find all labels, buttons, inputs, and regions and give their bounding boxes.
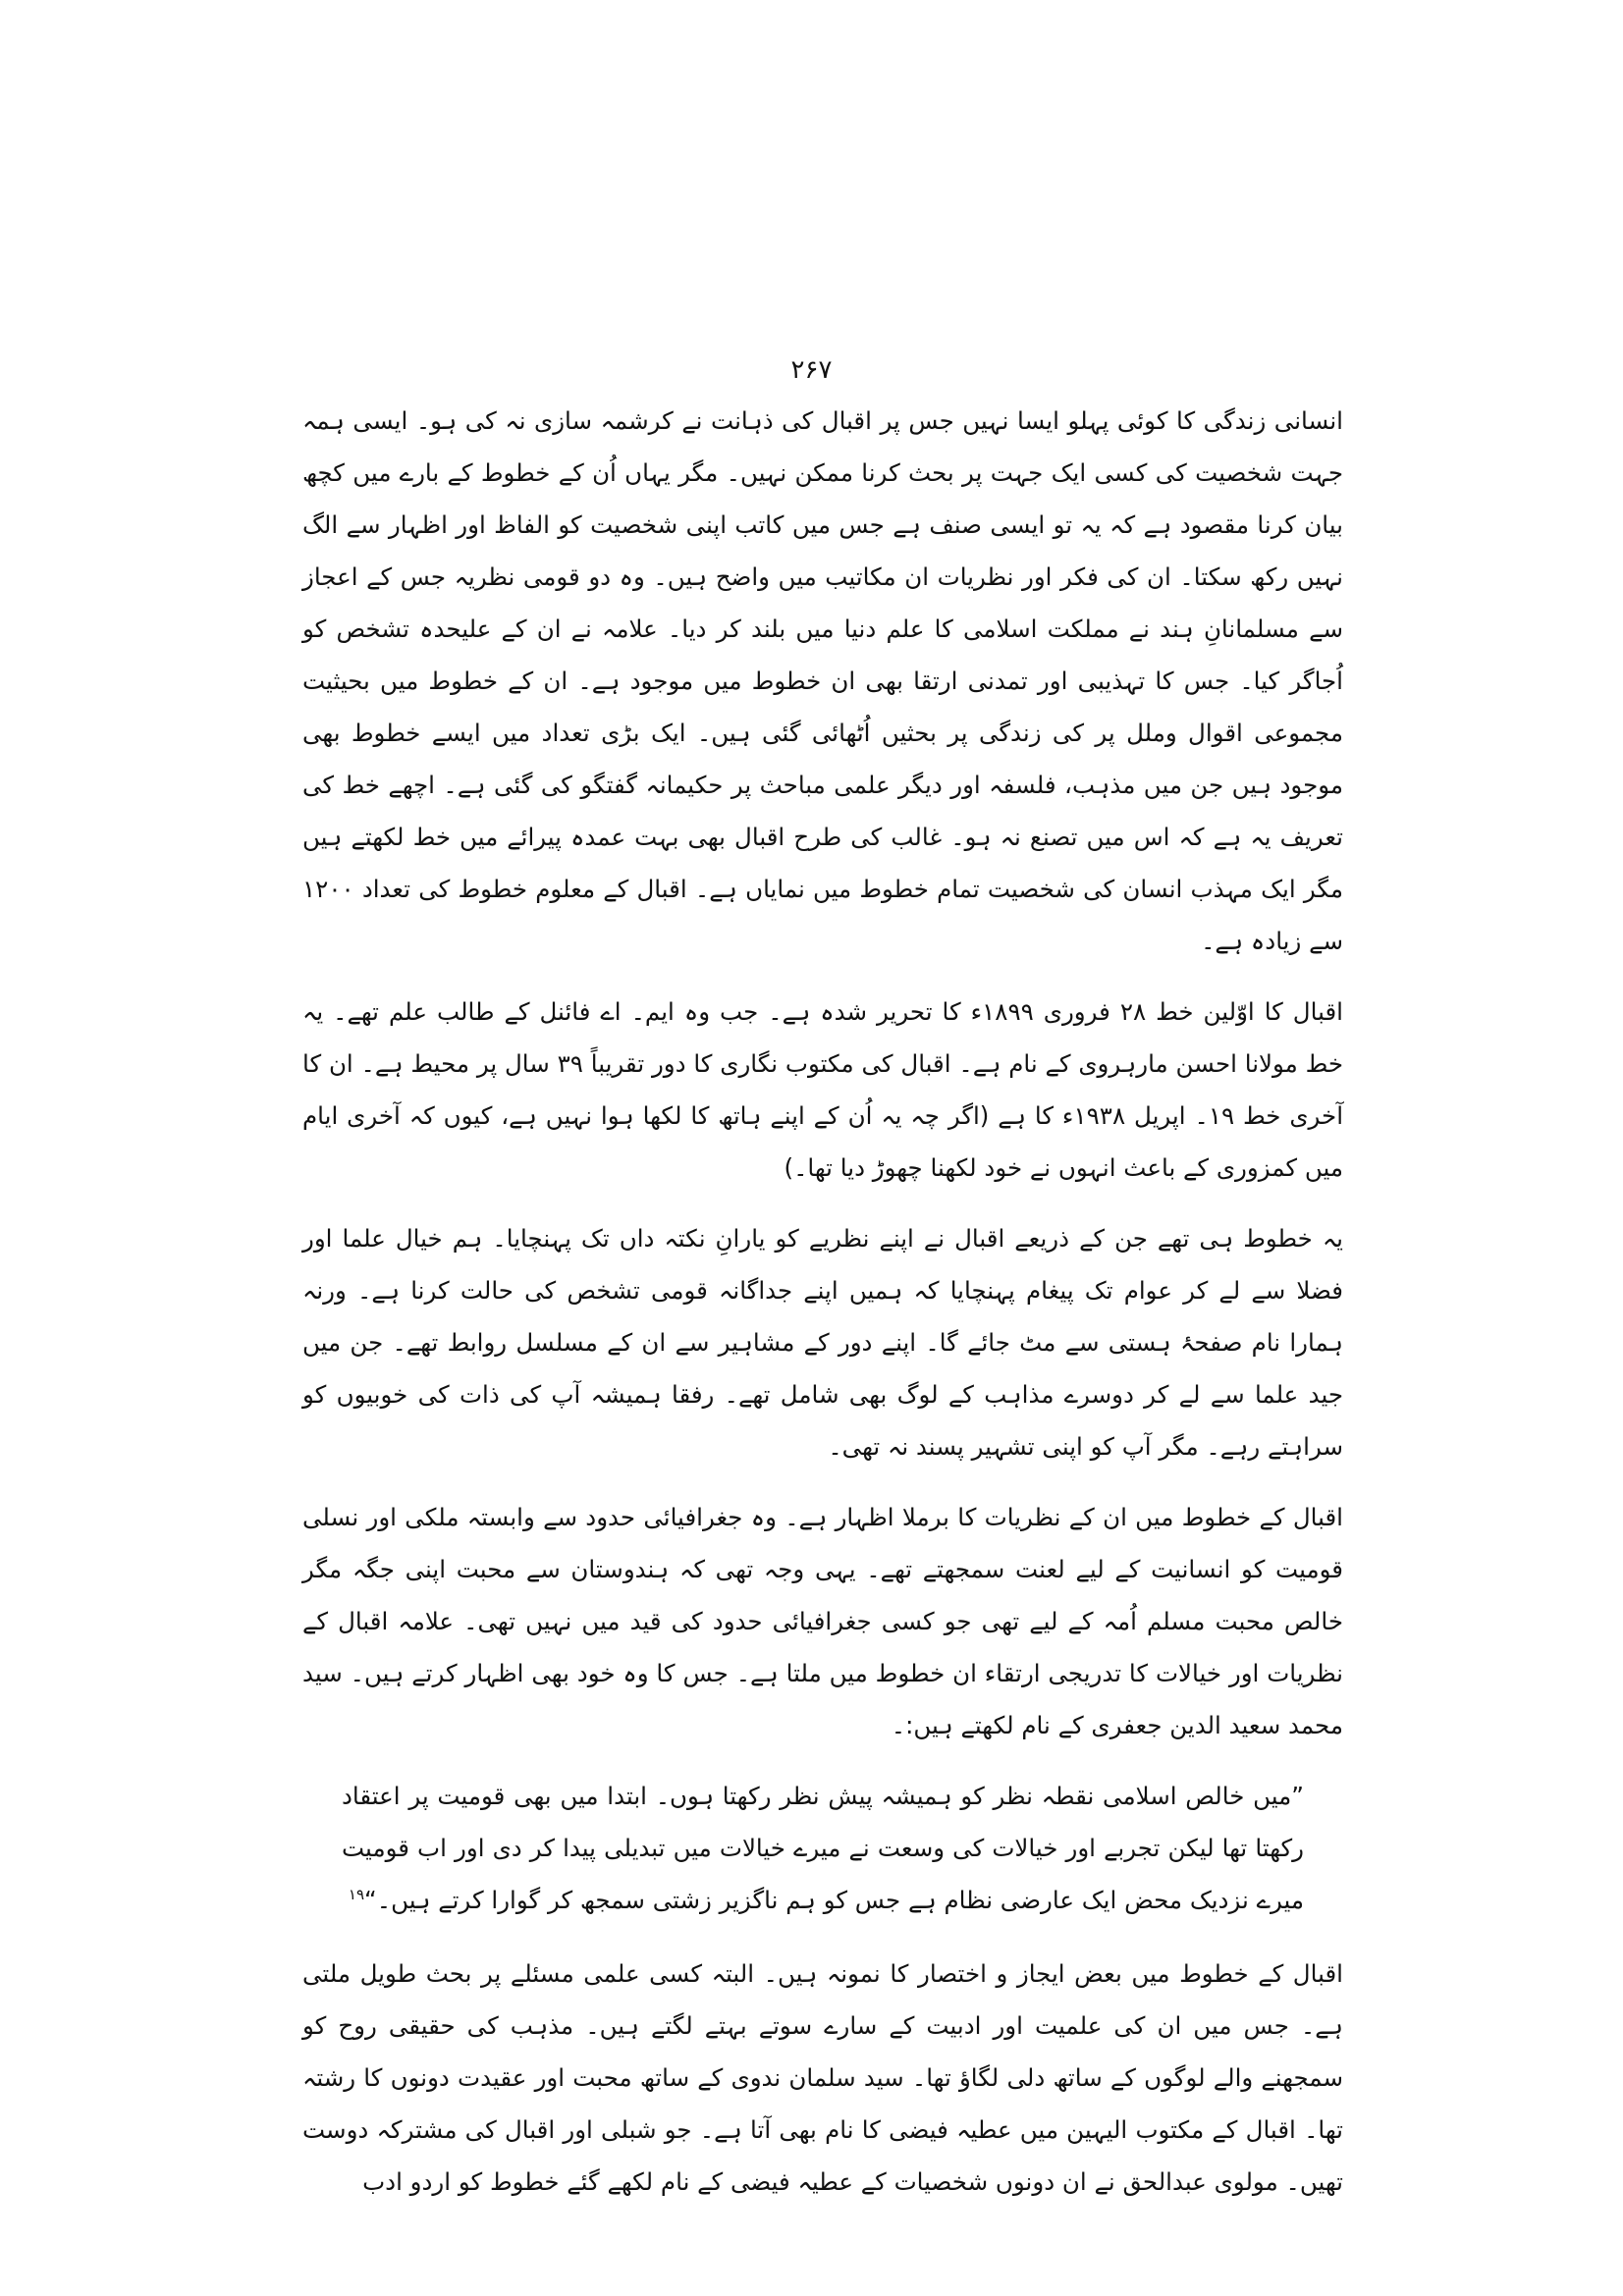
paragraph-4: اقبال کے خطوط میں ان کے نظریات کا برملا اظہار ہے۔ وہ جغرافیائی حدود سے وابستہ ملکی اور نسلی قومیت کو انسانیت کے لیے لعنت سمجھتے تھے۔ یہی وجہ تھی کہ ہندوستان سے محبت اپنی جگہ مگر خالص محبت مسلم اُمہ کے لیے تھی جو کسی جغرافیائی حدود کی قید میں نہیں تھی۔ علامہ اقبال کے نظریات اور خیالات کا تدریجی ارتقاء ان خطوط میں ملتا ہے۔ جس کا وہ خود بھی اظہار کرتے ہیں۔ سید محمد سعید الدین جعفری کے نام لکھتے ہیں:۔	[302, 1503, 1343, 1739]
paragraph-1: انسانی زندگی کا کوئی پہلو ایسا نہیں جس پر اقبال کی ذہانت نے کرشمہ سازی نہ کی ہو۔ ایسی ہمہ جہت شخصیت کی کسی ایک جہت پر بحث کرنا ممکن نہیں۔ مگر یہاں اُن کے خطوط کے بارے میں کچھ بیان کرنا مقصود ہے کہ یہ تو ایسی صنف ہے جس میں کاتب اپنی شخصیت کو الفاظ اور اظہار سے الگ نہیں رکھ سکتا۔ ان کی فکر اور نظریات ان مکاتیب میں واضح ہیں۔ وہ دو قومی نظریہ جس کے اعجاز سے مسلمانانِ ہند نے مملکت اسلامی کا علم دنیا میں بلند کر دیا۔ علامہ نے ان کے علیحدہ تشخص کو اُجاگر کیا۔ جس کا تہذیبی اور تمدنی ارتقا بھی ان خطوط میں موجود ہے۔ ان کے خطوط میں بحیثیت مجموعی اقوال وملل پر کی زندگی پر بحثیں اُٹھائی گئی ہیں۔ ایک بڑی تعداد میں ایسے خطوط بھی موجود ہیں جن میں مذہب، فلسفہ اور دیگر علمی مباحث پر حکیمانہ گفتگو کی گئی ہے۔ اچھے خط کی تعریف یہ ہے کہ اس میں تصنع نہ ہو۔ غالب کی طرح اقبال بھی بہت عمدہ پیرائے میں خط لکھتے ہیں مگر ایک مہذب انسان کی شخصیت تمام خطوط میں نمایاں ہے۔ اقبال کے معلوم خطوط کی تعداد ۱۲۰۰ سے زیادہ ہے۔	[302, 406, 1343, 955]
quote-text: ”میں خالص اسلامی نقطہ نظر کو ہمیشہ پیش نظر رکھتا ہوں۔ ابتدا میں بھی قومیت پر اعتقاد رکھتا تھا لیکن تجربے اور خیالات کی وسعت نے میرے خیالات میں تبدیلی پیدا کر دی اور اب قومیت میرے نزدیک محض ایک عارضی نظام ہے جس کو ہم ناگزیر زشتی سمجھ کر گوارا کرتے ہیں۔“	[342, 1782, 1304, 1914]
footnote-marker: ۱۹	[348, 1885, 365, 1903]
paragraph-3: یہ خطوط ہی تھے جن کے ذریعے اقبال نے اپنے نظریے کو یارانِ نکتہ داں تک پہنچایا۔ ہم خیال علما اور فضلا سے لے کر عوام تک پیغام پہنچایا کہ ہمیں اپنے جداگانہ قومی تشخص کی حالت کرنا ہے۔ ورنہ ہمارا نام صفحۂ ہستی سے مٹ جائے گا۔ اپنے دور کے مشاہیر سے ان کے مسلسل روابط تھے۔ جن میں جید علما سے لے کر دوسرے مذاہب کے لوگ بھی شامل تھے۔ رفقا ہمیشہ آپ کی ذات کی خوبیوں کو سراہتے رہے۔ مگر آپ کو اپنی تشہیر پسند نہ تھی۔	[302, 1224, 1343, 1461]
body-text	[302, 395, 1343, 2226]
paragraph-5: اقبال کے خطوط میں بعض ایجاز و اختصار کا نمونہ ہیں۔ البتہ کسی علمی مسئلے پر بحث طویل ملتی ہے۔ جس میں ان کی علمیت اور ادبیت کے سارے سوتے بہتے لگتے ہیں۔ مذہب کی حقیقی روح کو سمجھنے والے لوگوں کے ساتھ دلی لگاؤ تھا۔ سید سلمان ندوی کے ساتھ محبت اور عقیدت دونوں کا رشتہ تھا۔ اقبال کے مکتوب الیہین میں عطیہ فیضی کا نام بھی آتا ہے۔ جو شبلی اور اقبال کی مشترکہ دوست تھیں۔ مولوی عبدالحق نے ان دونوں شخصیات کے عطیہ فیضی کے نام لکھے گئے خطوط کو اردو ادب	[302, 1959, 1343, 2196]
block-quote	[342, 1770, 1304, 1926]
paragraph-2: اقبال کا اوّلین خط ۲۸ فروری ۱۸۹۹ء کا تحریر شدہ ہے۔ جب وہ ایم۔ اے فائنل کے طالب علم تھے۔ یہ خط مولانا احسن مارہروی کے نام ہے۔ اقبال کی مکتوب نگاری کا دور تقریباً ۳۹ سال پر محیط ہے۔ ان کا آخری خط ۱۹۔ اپریل ۱۹۳۸ء کا ہے (اگر چہ یہ اُن کے اپنے ہاتھ کا لکھا ہوا نہیں ہے، کیوں کہ آخری ایام میں کمزوری کے باعث انہوں نے خود لکھنا چھوڑ دیا تھا۔)	[302, 997, 1344, 1182]
page-number: ۲۶۷	[790, 355, 833, 385]
